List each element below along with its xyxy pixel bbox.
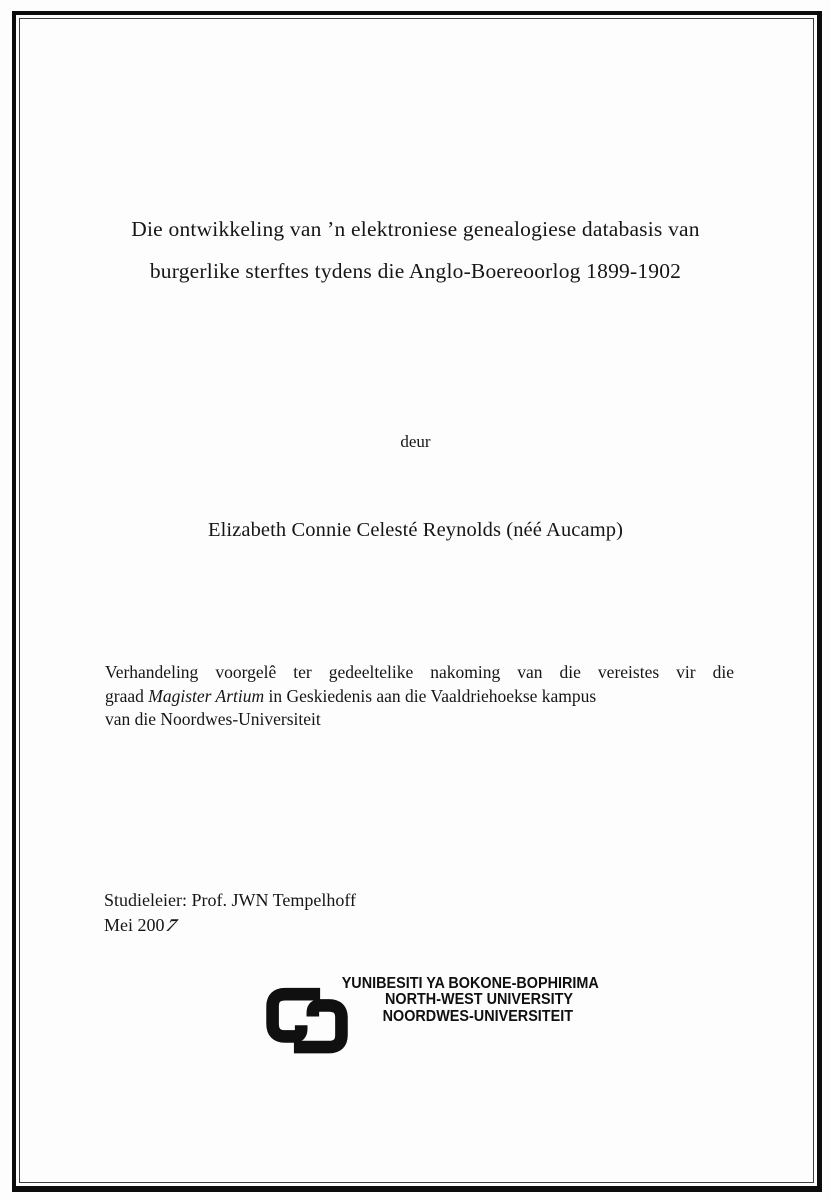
nwu-logo-strokes <box>273 994 342 1047</box>
date-line <box>104 913 356 938</box>
degree-statement <box>105 661 734 732</box>
byline-deur: deur <box>400 432 431 451</box>
university-name-setswana: YUNIBESITI YA BOKONE-BOPHIRIMA <box>341 975 599 992</box>
university-name-block <box>341 975 599 1025</box>
date-prefix: Mei 200 <box>104 915 165 935</box>
university-name-afrikaans: NOORDWES-UNIVERSITEIT <box>382 1007 573 1025</box>
thesis-title-line-2: burgerlike sterftes tydens die Anglo-Boereoorlog 1899-1902 <box>149 259 682 283</box>
degree-statement-line-2-prefix: graad <box>105 685 149 706</box>
degree-statement-line-3: van die Noordwes-Universiteit <box>105 709 321 729</box>
thesis-title-line-1: Die ontwikkeling van ’n elektroniese genealogiese databasis van <box>131 217 700 241</box>
university-name-english: NORTH-WEST UNIVERSITY <box>384 991 573 1009</box>
supervisor-line: Studieleier: Prof. JWN Tempelhoff <box>104 890 357 910</box>
degree-name: Magister Artium <box>148 685 265 706</box>
supervisor-and-date <box>104 888 356 938</box>
date-last-digit: 7 <box>161 915 181 935</box>
thesis-title <box>60 208 771 292</box>
degree-statement-line-2-suffix: in Geskiedenis aan die Vaaldriehoekse kampus <box>264 685 597 706</box>
author-name: Elizabeth Connie Celesté Reynolds (néé Aucamp) <box>207 519 624 541</box>
degree-statement-line-1: Verhandeling voorgelê ter gedeeltelike nakoming van die vereistes vir die <box>105 662 734 682</box>
